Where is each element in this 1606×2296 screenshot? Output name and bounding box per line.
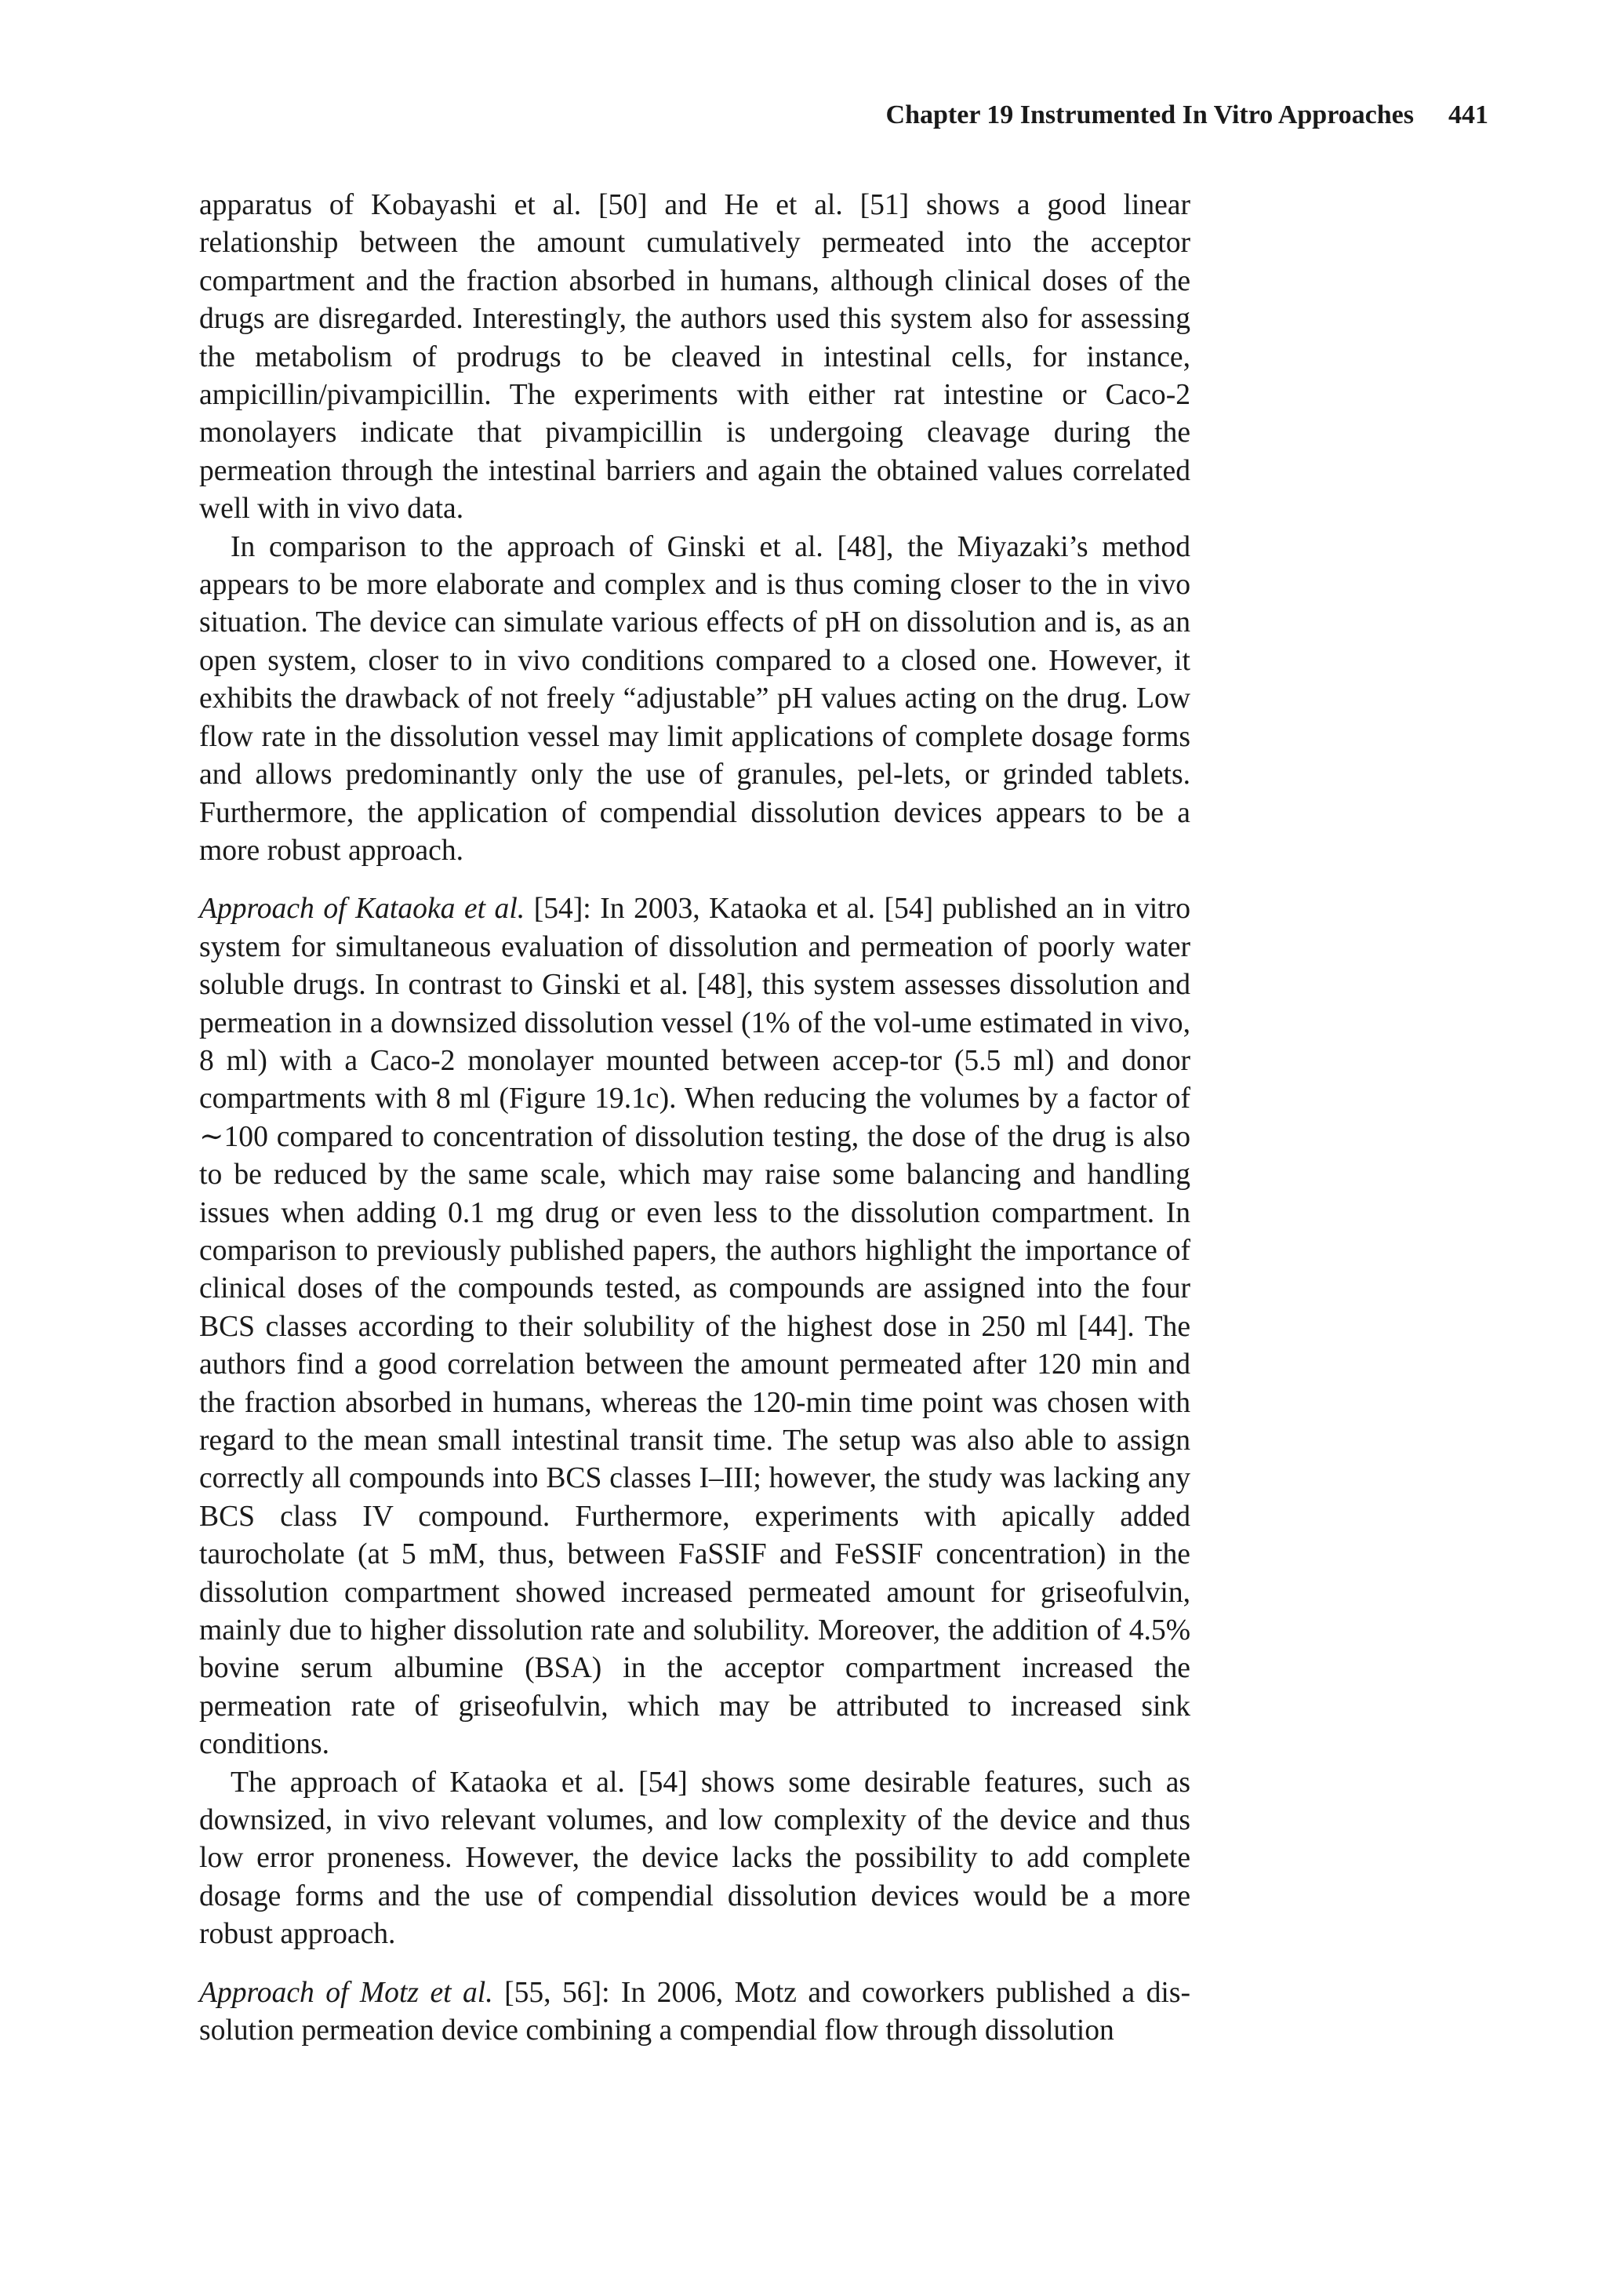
body-text — [199, 187, 1190, 2050]
paragraph-3-text: [54]: In 2003, Kataoka et al. [54] published an in vitro system for simultaneous evaluation of dissolution and permeation of poorly water soluble drugs. In contrast to Ginski et al. [48], this system assesses dissolution and permeation in a downsized dissolution vessel (1% of the vol-ume estimated in vivo, 8 ml) with a Caco-2 monolayer mounted between accep-tor (5.5 ml) and donor compartments with 8 ml (Figure 19.1c). When reducing the volumes by a factor of ∼100 compared to concentration of dissolution testing, the dose of the drug is also to be reduced by the same scale, which may raise some balancing and handling issues when adding 0.1 mg drug or even less to the dissolution compartment. In comparison to previously published papers, the authors highlight the importance of clinical doses of the compounds tested, as compounds are assigned into the four BCS classes according to their solubility of the highest dose in 250 ml [44]. The authors find a good correlation between the amount permeated after 120 min and the fraction absorbed in humans, whereas the 120-min time point was chosen with regard to the mean small intestinal transit time. The setup was also able to assign correctly all compounds into BCS classes I–III; however, the study was lacking any BCS class IV compound. Furthermore, experiments with apically added taurocholate (at 5 mM, thus, between FaSSIF and FeSSIF concentration) in the dissolution compartment showed increased permeated amount for griseofulvin, mainly due to higher dissolution rate and solubility. Moreover, the addition of 4.5% bovine serum albumine (BSA) in the acceptor compartment increased the permeation rate of griseofulvin, which may be attributed to increased sink conditions. — [199, 893, 1190, 1761]
running-head — [836, 100, 1488, 130]
paragraph-4: The approach of Kataoka et al. [54] shows some desirable features, such as downsized, in vivo relevant volumes, and low complexity of the device and thus low error proneness. However, the device lacks the possibility to add complete dosage forms and the use of compendial dissolution devices would be a more robust approach. — [199, 1766, 1190, 1951]
section-heading-kataoka: Approach of Kataoka et al. — [199, 893, 525, 926]
paragraph-5 — [199, 1974, 1190, 2050]
paragraph-1: apparatus of Kobayashi et al. [50] and He et al. [51] shows a good linear relationship between the amount cumulatively permeated into the acceptor compartment and the fraction absorbed in humans, although clinical doses of the drugs are disregarded. Interestingly, the authors used this system also for assessing the metabolism of prodrugs to be cleaved in intestinal cells, for instance, ampicillin/pivampicillin. The experiments with either rat intestine or Caco-2 monolayers indicate that pivampicillin is undergoing cleavage during the permeation through the intestinal barriers and again the obtained values correlated well with in vivo data. — [199, 189, 1190, 526]
section-heading-motz: Approach of Motz et al. — [199, 1976, 493, 2009]
paragraph-3 — [199, 890, 1190, 1763]
paragraph-5-text: [55, 56]: In 2006, Motz and coworkers published a dis-solution permeation device combining a compendial flow through dissolution — [199, 1976, 1191, 2047]
paragraph-2: In comparison to the approach of Ginski et al. [48], the Miyazaki’s method appears to be more elaborate and complex and is thus coming closer to the in vivo situation. The device can simulate various effects of pH on dissolution and is, as an open system, closer to in vivo conditions compared to a closed one. However, it exhibits the drawback of not freely “adjustable” pH values acting on the drug. Low flow rate in the dissolution vessel may limit applications of complete dosage forms and allows predominantly only the use of granules, pel-lets, or grinded tablets. Furthermore, the application of compendial dissolution devices appears to be a more robust approach. — [199, 530, 1190, 867]
page-number: 441 — [1448, 100, 1488, 129]
chapter-title: Chapter 19 Instrumented In Vitro Approaches — [885, 100, 1414, 129]
